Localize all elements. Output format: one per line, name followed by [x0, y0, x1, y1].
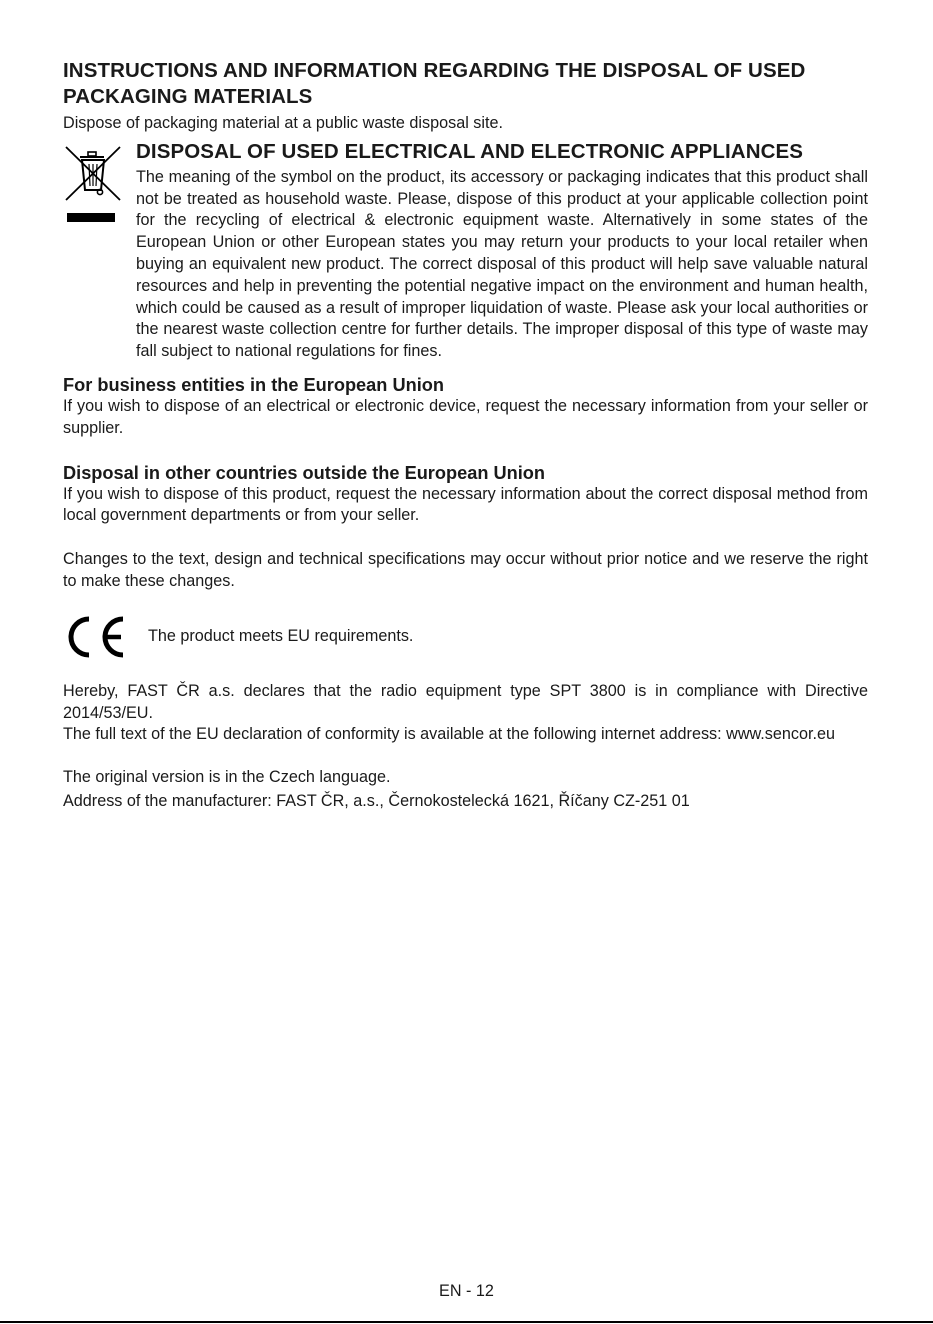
outside-eu-body: If you wish to dispose of this product, request the necessary information about the correct disposal method from local government departments or from your seller.	[63, 484, 868, 525]
declaration-compliance: Hereby, FAST ČR a.s. declares that the radio equipment type SPT 3800 is in compliance with Directive 2014/53/EU.	[63, 681, 868, 722]
declaration-url: The full text of the EU declaration of conformity is available at the following internet address: www.sencor.eu	[63, 725, 836, 744]
ce-text: The product meets EU requirements.	[148, 627, 414, 646]
weee-section	[63, 139, 868, 363]
packaging-title-line1: INSTRUCTIONS AND INFORMATION REGARDING THE DISPOSAL OF USED	[63, 59, 806, 82]
packaging-title	[63, 58, 868, 110]
original-language: The original version is in the Czech language.	[63, 768, 391, 787]
packaging-body: Dispose of packaging material at a public waste disposal site.	[63, 114, 503, 132]
weee-icon-column	[63, 142, 136, 363]
ce-mark-icon	[63, 615, 127, 659]
outside-eu-title: Disposal in other countries outside the European Union	[63, 462, 546, 483]
manufacturer-address: Address of the manufacturer: FAST ČR, a.s., Černokostelecká 1621, Říčany CZ-251 01	[63, 791, 690, 810]
changes-notice: Changes to the text, design and technical specifications may occur without prior notice and we reserve the right to make these changes.	[63, 550, 868, 590]
business-eu-title: For business entities in the European Union	[63, 374, 444, 395]
document-page	[63, 58, 868, 813]
ce-row	[63, 615, 868, 659]
crossed-out-wheelie-bin-icon	[63, 145, 123, 225]
weee-body: The meaning of the symbol on the product, its accessory or packaging indicates that this product shall not be treated as household waste. Please, dispose of this product at your applicable collection point for the recycling of electrical & electronic equipment waste. Alternatively in some states of the European Union or other European states you may return your products to your local retailer when buying an equivalent new product. The correct disposal of this product will help save valuable natural resources and help in preventing the potential negative impact on the environment and human health, which could be caused as a result of improper liquidation of waste. Please ask your local authorities or the nearest waste collection centre for further details. The improper disposal of this type of waste may fall subject to national regulations for fines.	[136, 167, 868, 361]
business-eu-body: If you wish to dispose of an electrical or electronic device, request the necessary information from your seller or supplier.	[63, 396, 868, 437]
packaging-title-line2: PACKAGING MATERIALS	[63, 85, 313, 108]
bottom-rule	[0, 1321, 933, 1323]
page-number: EN - 12	[439, 1282, 494, 1300]
weee-text-column	[136, 139, 868, 363]
weee-title: DISPOSAL OF USED ELECTRICAL AND ELECTRONIC APPLIANCES	[136, 139, 804, 163]
